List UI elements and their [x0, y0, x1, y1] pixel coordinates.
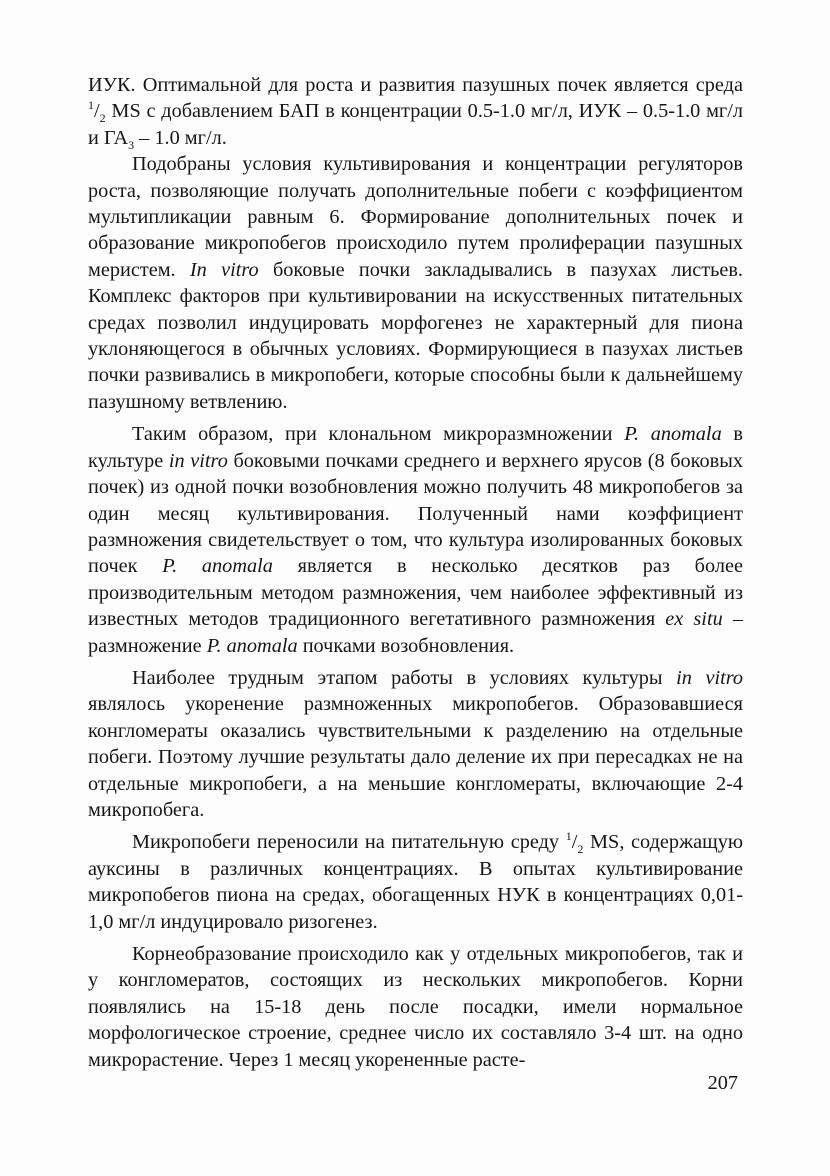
paragraph-6: Корнеобразование происходило как у отдельных микропобегов, так и у конгломератов, состоящих из нескольких микропобегов. Корни появлялись на 15-18 день после посадки, имели нормальное морфологическое строение, среднее число их составляло 3-4 шт. на одно микрорастение. Через 1 месяц укорененные расте-: [88, 943, 743, 1071]
page-number: 207: [707, 1072, 738, 1094]
paragraph-2: Подобраны условия культивирования и концентрации регуляторов роста, позволяющие получать дополнительные побеги с коэффициентом мультипликации равным 6. Формирование дополнительных почек и образование микропобегов происходило путем пролиферации пазушных меристем. In vitro боковые почки закладывались в пазухах листьев. Комплекс факторов при культивировании на искусственных питательных средах позволил индуцировать морфогенез не характерный для пиона уклоняющегося в обычных условиях. Формирующиеся в пазухах листьев почки развивались в микропобеги, которые способны были к дальнейшему пазушному ветвлению.: [88, 153, 743, 413]
body-text: [88, 72, 743, 1073]
paragraph-1: ИУК. Оптимальной для роста и развития пазушных почек является среда $^1/_2$ MS с добавлением БАП в концентрации 0.5-1.0 мг/л, ИУК – 0.5-1.0 мг/л и $ГА_3 - 1.0$ мг/л.: [88, 74, 743, 152]
paragraph-3: Таким образом, при клональном микроразмножении P. anomala в культуре in vitro боковыми почками среднего и верхнего ярусов (8 боковых почек) из одной почки возобновления можно получить 48 микропобегов за один месяц культивирования. Полученный нами коэффициент размножения свидетельствует о том, что культура изолированных боковых почек P. anomala является в несколько десятков раз более производительным методом размножения, чем наиболее эффективный из известных методов традиционного вегетативного размножения ex situ – размножение P. anomala почками возобновления.: [88, 423, 743, 657]
paragraph-5: Микропобеги переносили на питательную среду $^1/_2$ MS, содержащую ауксины в различных концентрациях. В опытах культивирование микропобегов пиона на средах, обогащенных НУК в концентрациях 0,01-1,0 мг/л индуцировало ризогенез.: [88, 829, 743, 933]
paragraph-4: Наиболее трудным этапом работы в условиях культуры in vitro являлось укоренение размноженных микропобегов. Образовавшиеся конгломераты оказались чувствительными к разделению на отдельные побеги. Поэтому лучшие результаты дало деление их при пересадках не на отдельные микропобеги, а на меньшие конгломераты, включающие 2-4 микропобега.: [88, 666, 743, 821]
fraction-one-half: $^1/_2$: [565, 829, 584, 857]
fraction-one-half: $^1/_2$: [88, 98, 106, 126]
